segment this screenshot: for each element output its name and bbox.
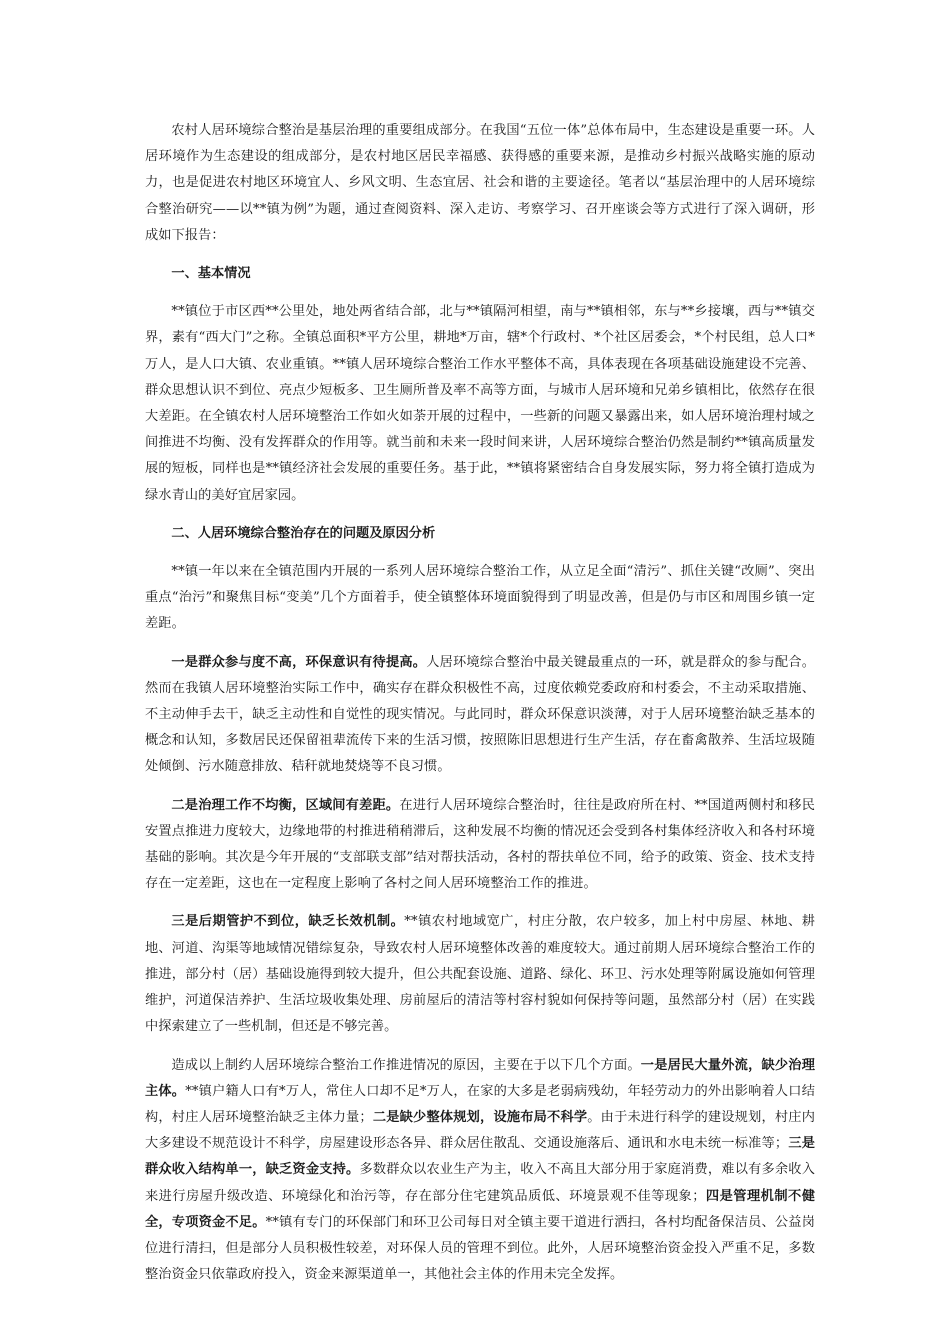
section-heading-basic-situation: 一、基本情况 — [171, 266, 251, 282]
cause-1-text: **镇户籍人口有*万人，常住人口却不足*万人，在家的大多是老弱病残幼，年轻劳动力的外出影响着人口结构，村庄人居环境整治缺乏主体力量； — [145, 1083, 815, 1125]
problem-1-lead: 一是群众参与度不高，环保意识有待提高。 — [171, 654, 427, 670]
section-heading-problems: 二、人居环境综合整治存在的问题及原因分析 — [171, 525, 436, 541]
cause-3-text: 多数群众以农业生产为主，收入不高且大部分用于家庭消费，难以有多余收入来进行房屋升级改造、环境绿化和治污等，存在部分住宅建筑品质低、环境景观不佳等现象； — [145, 1162, 815, 1204]
causes-paragraph — [145, 1053, 815, 1289]
cause-1-lead: 一是居民大量外流，缺少治理主体。 — [145, 1057, 815, 1099]
cause-3-lead: 三是群众收入结构单一，缺乏资金支持。 — [145, 1136, 816, 1178]
cause-4-lead: 四是管理机制不健全，专项资金不足。 — [145, 1188, 815, 1230]
basic-situation-paragraph: **镇位于市区西**公里处，地处两省结合部，北与**镇隔河相望，南与**镇相邻，东与**乡接壤，西与**镇交界，素有“西大门”之称。全镇总面积*平方公里，耕地*万亩，辖*个行政村、*个社区居委会，*个村民组，总人口*万人，是人口大镇、农业重镇。**镇人居环境综合整治工作水平整体不高，具体表现在各项基础设施建设不完善、群众思想认识不到位、亮点少短板多、卫生厕所普及率不高等方面，与城市人居环境和兄弟乡镇相比，依然存在很大差距。在全镇农村人居环境整治工作如火如荼开展的过程中，一些新的问题又暴露出来，如人居环境治理村域之间推进不均衡、没有发挥群众的作用等。就当前和未来一段时间来讲，人居环境综合整治仍然是制约**镇高质量发展的短板，同样也是**镇经济社会发展的重要任务。基于此，**镇将紧密结合自身发展实际，努力将全镇打造成为绿水青山的美好宜居家园。 — [145, 304, 815, 503]
intro-paragraph: 农村人居环境综合整治是基层治理的重要组成部分。在我国“五位一体”总体布局中，生态建设是重要一环。人居环境作为生态建设的组成部分，是农村地区居民幸福感、获得感的重要来源，是推动乡村振兴战略实施的原动力，也是促进农村地区环境宜人、乡风文明、生态宜居、社会和谐的主要途径。笔者以“基层治理中的人居环境综合整治研究——以**镇为例”为题，通过查阅资料、深入走访、考察学习、召开座谈会等方式进行了深入调研，形成如下报告： — [145, 123, 815, 243]
problem-3-text: **镇农村地域宽广，村庄分散，农户较多，加上村中房屋、林地、耕地、河道、沟渠等地域情况错综复杂，导致农村人居环境整体改善的难度较大。通过前期人居环境综合整治工作的推进，部分村（居）基础设施得到较大提升，但公共配套设施、道路、绿化、环卫、污水处理等附属设施如何管理维护，河道保洁养护、生活垃圾收集处理、房前屋后的清洁等村容村貌如何保持等问题，虽然部分村（居）在实践中探索建立了一些机制，但还是不够完善。 — [145, 914, 815, 1035]
cause-2-text: 。由于未进行科学的建设规划，村庄内大多建设不规范设计不科学，房屋建设形态各异、群众居住散乱、交通设施落后、通讯和水电未统一标准等； — [145, 1109, 815, 1152]
causes-intro: 造成以上制约人居环境综合整治工作推进情况的原因，主要在于以下几个方面。 — [171, 1057, 641, 1073]
problem-2-paragraph — [145, 793, 815, 898]
problems-intro-paragraph: **镇一年以来在全镇范围内开展的一系列人居环境综合整治工作，从立足全面“清污”、抓住关键“改厕”、突出重点“治污”和聚焦目标“变美”几个方面着手，使全镇整体环境面貌得到了明显改善，但是仍与市区和周围乡镇一定差距。 — [145, 564, 815, 632]
problem-1-paragraph — [145, 650, 815, 781]
cause-2-lead: 二是缺少整体规划，设施布局不科学 — [372, 1109, 588, 1125]
document-body — [145, 118, 815, 1300]
problem-2-text: 在进行人居环境综合整治时，往往是政府所在村、**国道两侧村和移民安置点推进力度较大，边缘地带的村推进稍稍滞后，这种发展不均衡的情况还会受到各村集体经济收入和各村环境基础的影响。其次是今年开展的“支部联支部”结对帮扶活动，各村的帮扶单位不同，给予的政策、资金、技术支持存在一定差距，这也在一定程度上影响了各村之间人居环境整治工作的推进。 — [145, 797, 815, 892]
cause-4-text: **镇有专门的环保部门和环卫公司每日对全镇主要干道进行洒扫，各村均配备保洁员、公益岗位进行清扫，但是部分人员积极性较差，对环保人员的管理不到位。此外，人居环境整治资金投入严重不足，多数整治资金只依靠政府投入，资金来源渠道单一，其他社会主体的作用未完全发挥。 — [145, 1214, 815, 1283]
problem-1-text: 人居环境综合整治中最关键最重点的一环，就是群众的参与配合。然而在我镇人居环境整治实际工作中，确实存在群众积极性不高，过度依赖党委政府和村委会，不主动采取措施、不主动伸手去干，缺乏主动性和自觉性的现实情况。与此同时，群众环保意识淡薄，对于人居环境整治缺乏基本的概念和认知，多数居民还保留祖辈流传下来的生活习惯，按照陈旧思想进行生产生活，存在畜禽散养、生活垃圾随处倾倒、污水随意排放、秸秆就地焚烧等不良习惯。 — [145, 654, 815, 775]
problem-2-lead: 二是治理工作不均衡，区域间有差距。 — [171, 797, 400, 813]
problem-3-paragraph — [145, 909, 815, 1040]
problem-3-lead: 三是后期管护不到位，缺乏长效机制。 — [171, 914, 405, 930]
